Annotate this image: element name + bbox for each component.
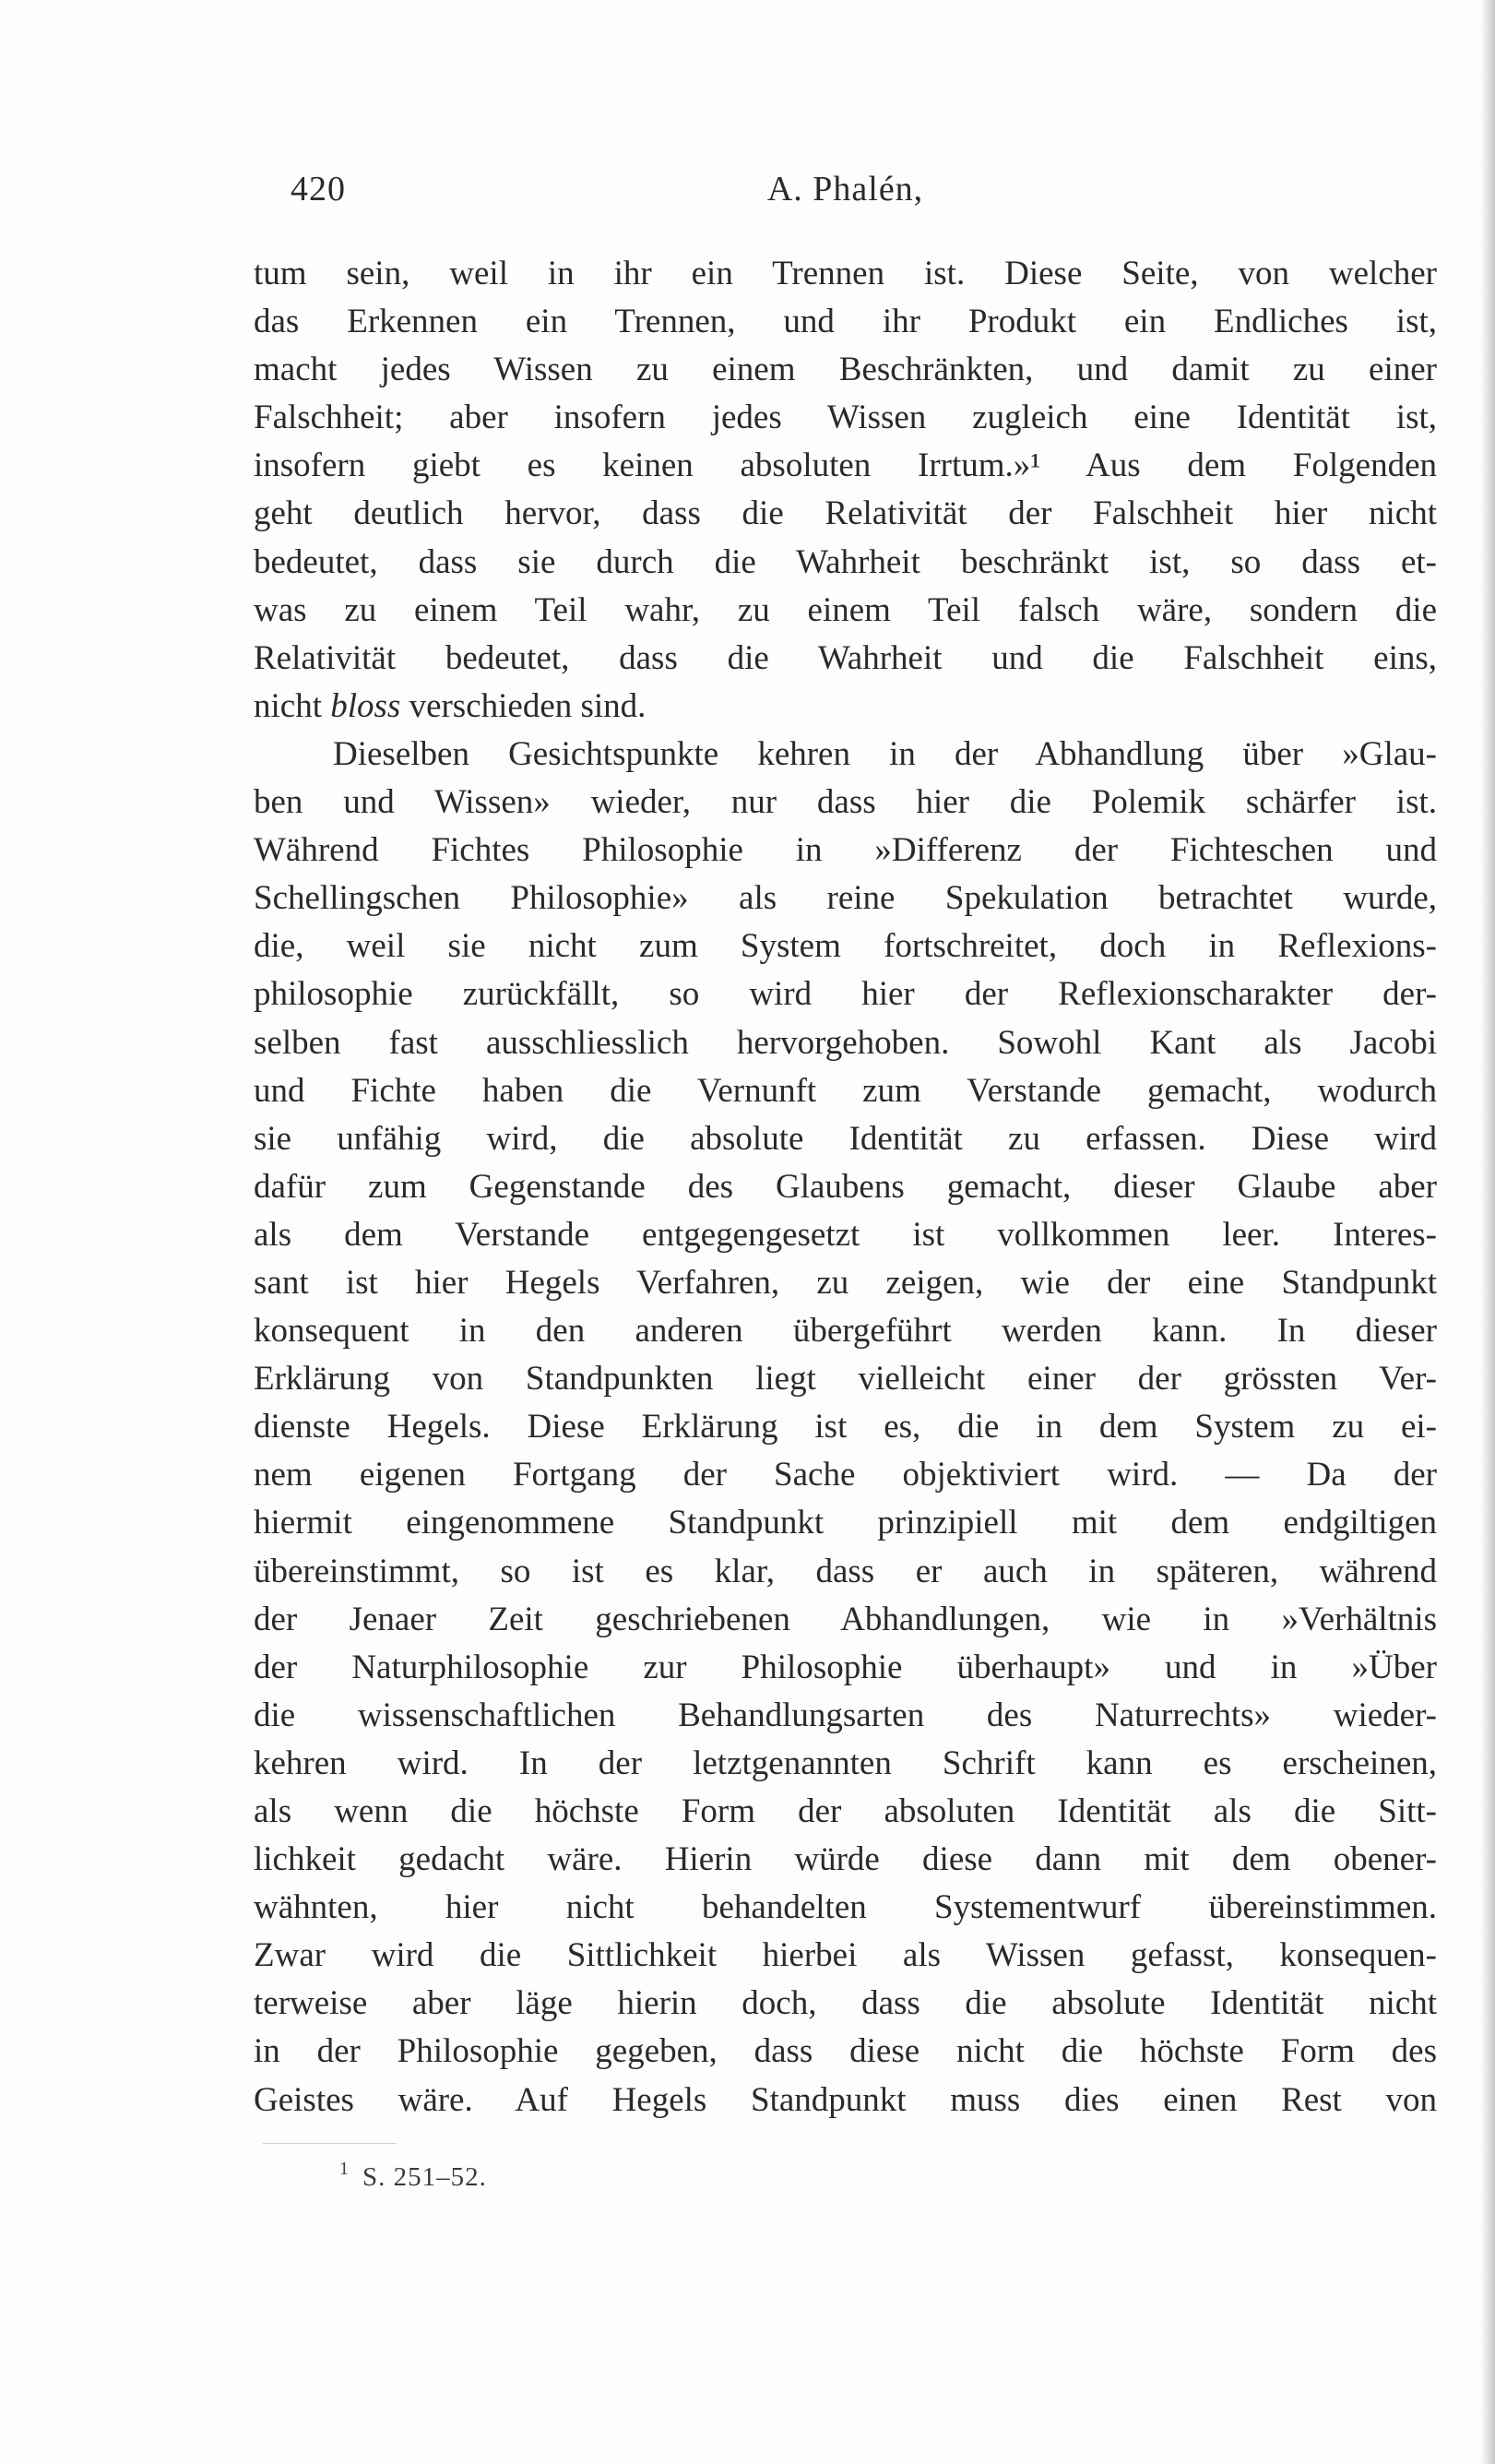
text-line: Falschheit; aber insofern jedes Wissen zugleich eine Identität ist, [254, 399, 1437, 437]
text-line: der Jenaer Zeit geschriebenen Abhandlungen, wie in »Verhältnis [254, 1600, 1437, 1638]
text-line: geht deutlich hervor, dass die Relativität der Falschheit hier nicht [254, 494, 1437, 533]
footnote [339, 2159, 487, 2193]
text-line: selben fast ausschliesslich hervorgehoben. Sowohl Kant als Jacobi [254, 1023, 1437, 1062]
text-line: und Fichte haben die Vernunft zum Verstande gemacht, wodurch [254, 1071, 1437, 1110]
text-line: der Naturphilosophie zur Philosophie überhaupt» und in »Über [254, 1648, 1437, 1686]
text-line: ben und Wissen» wieder, nur dass hier die Polemik schärfer ist. [254, 783, 1437, 822]
text-line: Relativität bedeutet, dass die Wahrheit und die Falschheit eins, [254, 638, 1437, 677]
text-line: als dem Verstande entgegengesetzt ist vollkommen leer. Interes- [254, 1215, 1437, 1254]
body-text [254, 250, 1437, 2125]
text-line: dienste Hegels. Diese Erklärung ist es, die in dem System zu ei- [254, 1408, 1437, 1446]
page-header [254, 169, 1437, 220]
text-line: terweise aber läge hierin doch, dass die absolute Identität nicht [254, 1984, 1437, 2023]
text-line: sie unfähig wird, die absolute Identität zu erfassen. Diese wird [254, 1119, 1437, 1158]
text-line: die wissenschaftlichen Behandlungsarten des Naturrechts» wieder- [254, 1696, 1437, 1734]
text-line: macht jedes Wissen zu einem Beschränkten, und damit zu einer [254, 351, 1437, 389]
text-line: was zu einem Teil wahr, zu einem Teil falsch wäre, sondern die [254, 590, 1437, 629]
text-line: in der Philosophie gegeben, dass diese nicht die höchste Form des [254, 2032, 1437, 2071]
text-line: lichkeit gedacht wäre. Hierin würde diese dann mit dem obener- [254, 1840, 1437, 1879]
running-head: A. Phalén, [766, 170, 924, 208]
footnote-text: S. 251–52. [362, 2162, 487, 2192]
text-line: tum sein, weil in ihr ein Trennen ist. Diese Seite, von welcher [254, 255, 1437, 292]
text-fragment: verschieden sind. [400, 686, 647, 725]
text-line: die, weil sie nicht zum System fortschreitet, doch in Reflexions- [254, 927, 1437, 966]
text-line: bedeutet, dass sie durch die Wahrheit beschränkt ist, so dass et- [254, 542, 1437, 581]
text-line: kehren wird. In der letztgenannten Schrift kann es erscheinen, [254, 1744, 1437, 1782]
text-line: Geistes wäre. Auf Hegels Standpunkt muss dies einen Rest von [254, 2080, 1437, 2119]
text-line: hiermit eingenommene Standpunkt prinzipiell mit dem endgiltigen [254, 1504, 1437, 1542]
page-number: 420 [291, 170, 346, 208]
footnote-divider [263, 2143, 397, 2144]
text-line: nem eigenen Fortgang der Sache objektiviert wird. — Da der [254, 1456, 1437, 1494]
text-line: Erklärung von Standpunkten liegt vielleicht einer der grössten Ver- [254, 1360, 1437, 1399]
text-line: insofern giebt es keinen absoluten Irrtum.»¹ Aus dem Folgenden [254, 446, 1437, 485]
page-edge-shadow [1480, 0, 1495, 2464]
text-line: sant ist hier Hegels Verfahren, zu zeigen, wie der eine Standpunkt [254, 1263, 1437, 1302]
text-line: dafür zum Gegenstande des Glaubens gemacht, dieser Glaube aber [254, 1167, 1437, 1206]
text-line: übereinstimmt, so ist es klar, dass er auch in späteren, während [254, 1552, 1437, 1590]
text-fragment: nicht [254, 686, 331, 725]
text-line: das Erkennen ein Trennen, und ihr Produkt ein Endliches ist, [254, 303, 1437, 341]
text-line: Schellingschen Philosophie» als reine Spekulation betrachtet wurde, [254, 879, 1437, 918]
text-line: als wenn die höchste Form der absoluten Identität als die Sitt- [254, 1792, 1437, 1830]
text-line: wähnten, hier nicht behandelten Systementwurf übereinstimmen. [254, 1888, 1437, 1927]
text-line: philosophie zurückfällt, so wird hier der Reflexionscharakter der- [254, 975, 1437, 1014]
text-line: Zwar wird die Sittlichkeit hierbei als Wissen gefasst, konsequen- [254, 1936, 1437, 1975]
footnote-marker: 1 [339, 2159, 350, 2179]
text-line: konsequent in den anderen übergeführt werden kann. In dieser [254, 1312, 1437, 1351]
paragraph-end-line [254, 683, 1437, 731]
emphasized-word: bloss [330, 686, 401, 725]
text-line: Während Fichtes Philosophie in »Differenz der Fichteschen und [254, 831, 1437, 870]
paragraph-start-line: Dieselben Gesichtspunkte kehren in der Abhandlung über »Glau- [333, 734, 1437, 773]
